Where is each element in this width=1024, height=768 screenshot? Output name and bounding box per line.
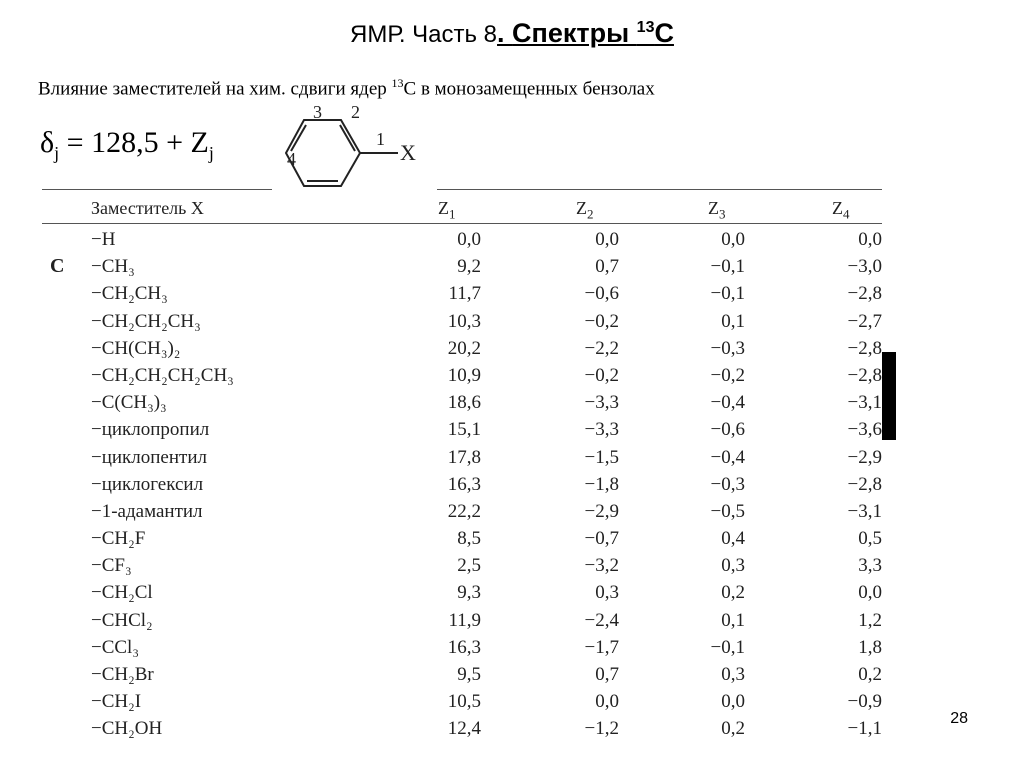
z4-value: 1,2 <box>858 609 882 631</box>
formula-delta: δ <box>40 126 55 159</box>
table-row <box>40 308 882 335</box>
z4-value: −2,9 <box>847 446 882 468</box>
table-row <box>40 552 882 579</box>
z2-value: −1,8 <box>584 473 619 495</box>
slide-subtitle <box>38 76 655 100</box>
formula-sub-j2: j <box>208 143 214 163</box>
header-z1-sub: 1 <box>449 206 456 222</box>
table-row <box>40 579 882 606</box>
slide-title <box>0 10 1024 53</box>
z4-value: −2,8 <box>847 337 882 359</box>
table-row <box>40 444 882 471</box>
title-prefix: ЯМР. Часть 8 <box>350 21 498 48</box>
z2-value: −0,2 <box>584 310 619 332</box>
z2-value: −2,2 <box>584 337 619 359</box>
title-dot: . <box>497 18 513 48</box>
z3-value: 0,2 <box>721 718 745 740</box>
header-z3-sub: 3 <box>719 206 726 222</box>
substituent-name: −CH₂F <box>91 528 146 550</box>
z2-value: 0,3 <box>595 582 619 604</box>
z1-value: 11,9 <box>448 609 481 631</box>
z4-value: 0,0 <box>858 229 882 250</box>
z2-value: −1,2 <box>584 718 619 740</box>
z2-value: −0,6 <box>584 283 619 305</box>
z1-value: 0,0 <box>457 229 481 250</box>
substituent-name: −CH₂I <box>91 691 142 713</box>
z2-value: −3,3 <box>584 419 619 441</box>
z3-value: −0,1 <box>710 636 745 658</box>
z3-value: −0,4 <box>710 446 745 468</box>
z2-value: −0,2 <box>584 364 619 386</box>
z4-value: −2,8 <box>847 283 882 305</box>
z3-value: 0,1 <box>721 310 745 332</box>
z1-value: 8,5 <box>457 528 481 550</box>
z3-value: −0,2 <box>710 364 745 386</box>
z3-value: 0,3 <box>721 555 745 577</box>
z2-value: 0,0 <box>595 229 619 250</box>
table-top-rule-left <box>42 189 272 190</box>
z1-value: 9,2 <box>457 256 481 278</box>
z1-value: 15,1 <box>447 419 481 441</box>
page-number: 28 <box>950 710 968 727</box>
formula-sub-j: j <box>54 143 60 163</box>
z1-value: 10,3 <box>447 310 481 332</box>
z1-value: 20,2 <box>447 337 481 359</box>
substituent-name: −CH₂Br <box>91 664 154 685</box>
title-bold-text: Спектры <box>512 18 637 48</box>
ring-position-4: 4 <box>287 149 296 169</box>
z3-value: −0,1 <box>710 256 745 278</box>
substituent-name: −1-адамантил <box>91 500 203 522</box>
z4-value: −3,1 <box>847 500 882 522</box>
table-row <box>40 362 882 389</box>
z3-value: −0,5 <box>710 500 745 522</box>
substituent-name: −CH₂CH₃ <box>91 283 168 305</box>
z1-value: 10,9 <box>447 364 481 386</box>
ring-position-1: 1 <box>376 129 385 149</box>
z4-value: −3,6 <box>847 419 882 441</box>
z4-value: −3,0 <box>847 256 882 278</box>
header-z1-letter: Z <box>438 198 449 218</box>
z3-value: 0,2 <box>721 582 745 604</box>
table-row <box>40 634 882 661</box>
substituent-name: −циклопропил <box>91 419 210 441</box>
z3-value: −0,6 <box>710 419 745 441</box>
table-row <box>40 715 882 742</box>
substituent-name: −CH(CH₃)₂ <box>91 337 181 359</box>
z1-value: 2,5 <box>457 555 481 577</box>
z3-value: 0,3 <box>721 664 745 685</box>
z1-value: 9,3 <box>457 582 481 604</box>
table-body <box>40 226 882 743</box>
substituent-name: −циклопентил <box>91 446 207 468</box>
table-row <box>40 498 882 525</box>
title-bold-end: С <box>654 18 674 48</box>
substituent-name: −циклогексил <box>91 473 204 495</box>
z2-value: −2,4 <box>584 609 619 631</box>
black-marker-bar <box>882 352 896 440</box>
subtitle-before: Влияние заместителей на хим. сдвиги ядер <box>38 78 392 100</box>
z1-value: 16,3 <box>447 473 481 495</box>
table-row <box>40 525 882 552</box>
z4-value: 1,8 <box>858 636 882 658</box>
z4-value: −2,8 <box>847 473 882 495</box>
header-z1 <box>438 192 456 231</box>
z3-value: 0,0 <box>721 691 745 713</box>
z1-value: 11,7 <box>448 283 481 305</box>
z3-value: −0,3 <box>710 337 745 359</box>
table-row <box>40 471 882 498</box>
table-row <box>40 253 882 280</box>
z2-value: −1,5 <box>584 446 619 468</box>
ring-position-3: 3 <box>313 103 322 122</box>
z2-value: 0,7 <box>595 664 619 685</box>
header-z2-sub: 2 <box>587 206 594 222</box>
z1-value: 18,6 <box>447 392 481 414</box>
table-row <box>40 335 882 362</box>
z4-value: 3,3 <box>858 555 882 577</box>
z1-value: 16,3 <box>447 636 481 658</box>
z4-value: −1,1 <box>847 718 882 740</box>
header-z2 <box>576 192 594 231</box>
z2-value: 0,7 <box>595 256 619 278</box>
substituent-name: −H <box>91 229 116 250</box>
table-row <box>40 389 882 416</box>
z4-value: 0,0 <box>858 582 882 604</box>
header-substituent: Заместитель X <box>91 198 204 218</box>
z1-value: 17,8 <box>447 446 481 468</box>
z2-value: −2,9 <box>584 500 619 522</box>
table-row <box>40 688 882 715</box>
table-row <box>40 280 882 307</box>
header-z3-letter: Z <box>708 198 719 218</box>
z2-value: −0,7 <box>584 528 619 550</box>
z3-value: 0,0 <box>721 229 745 250</box>
header-z4-sub: 4 <box>843 206 850 222</box>
substituent-label: X <box>400 140 416 165</box>
header-z4-letter: Z <box>832 198 843 218</box>
z2-value: −1,7 <box>584 636 619 658</box>
shift-formula <box>40 126 214 164</box>
table-header-row <box>40 192 882 224</box>
substituent-name: −CCl₃ <box>91 636 139 658</box>
z4-value: −2,7 <box>847 310 882 332</box>
benzene-ring-diagram <box>285 103 425 193</box>
subtitle-superscript: 13 <box>391 76 404 90</box>
table-top-rule-right <box>437 189 882 190</box>
z3-value: 0,1 <box>721 609 745 631</box>
substituent-name: −CH₂CH₂CH₃ <box>91 310 201 332</box>
z1-value: 12,4 <box>447 718 481 740</box>
z4-value: −0,9 <box>847 691 882 713</box>
substituent-name: −C(CH₃)₃ <box>91 392 167 414</box>
substituent-name: −CF₃ <box>91 555 132 577</box>
z3-value: −0,1 <box>710 283 745 305</box>
z1-value: 22,2 <box>447 500 481 522</box>
z4-value: −2,8 <box>847 364 882 386</box>
ring-position-2: 2 <box>351 103 360 122</box>
subtitle-after: С в монозамещенных бензолах <box>403 78 655 100</box>
substituent-name: −CH₃ <box>91 256 135 278</box>
z4-value: −3,1 <box>847 392 882 414</box>
row-group-mark: C <box>50 255 65 278</box>
table-row <box>40 416 882 443</box>
z3-value: −0,4 <box>710 392 745 414</box>
table-row <box>40 607 882 634</box>
title-superscript: 13 <box>636 19 655 36</box>
z1-value: 10,5 <box>447 691 481 713</box>
substituent-name: −CHCl₂ <box>91 609 153 631</box>
header-z3 <box>708 192 726 231</box>
z4-value: 0,2 <box>858 664 882 685</box>
formula-mid: = 128,5 + Z <box>59 126 209 159</box>
substituent-name: −CH₂OH <box>91 718 163 740</box>
substituent-name: −CH₂CH₂CH₂CH₃ <box>91 364 234 386</box>
z2-value: −3,2 <box>584 555 619 577</box>
z4-value: 0,5 <box>858 528 882 550</box>
header-z2-letter: Z <box>576 198 587 218</box>
substituent-name: −CH₂Cl <box>91 582 153 604</box>
table-row <box>40 226 882 253</box>
z1-value: 9,5 <box>457 664 481 685</box>
substituent-table <box>40 192 882 743</box>
z3-value: −0,3 <box>710 473 745 495</box>
z3-value: 0,4 <box>721 528 745 550</box>
table-row <box>40 661 882 688</box>
z2-value: 0,0 <box>595 691 619 713</box>
z2-value: −3,3 <box>584 392 619 414</box>
header-z4 <box>832 192 850 231</box>
title-bold <box>512 18 674 48</box>
